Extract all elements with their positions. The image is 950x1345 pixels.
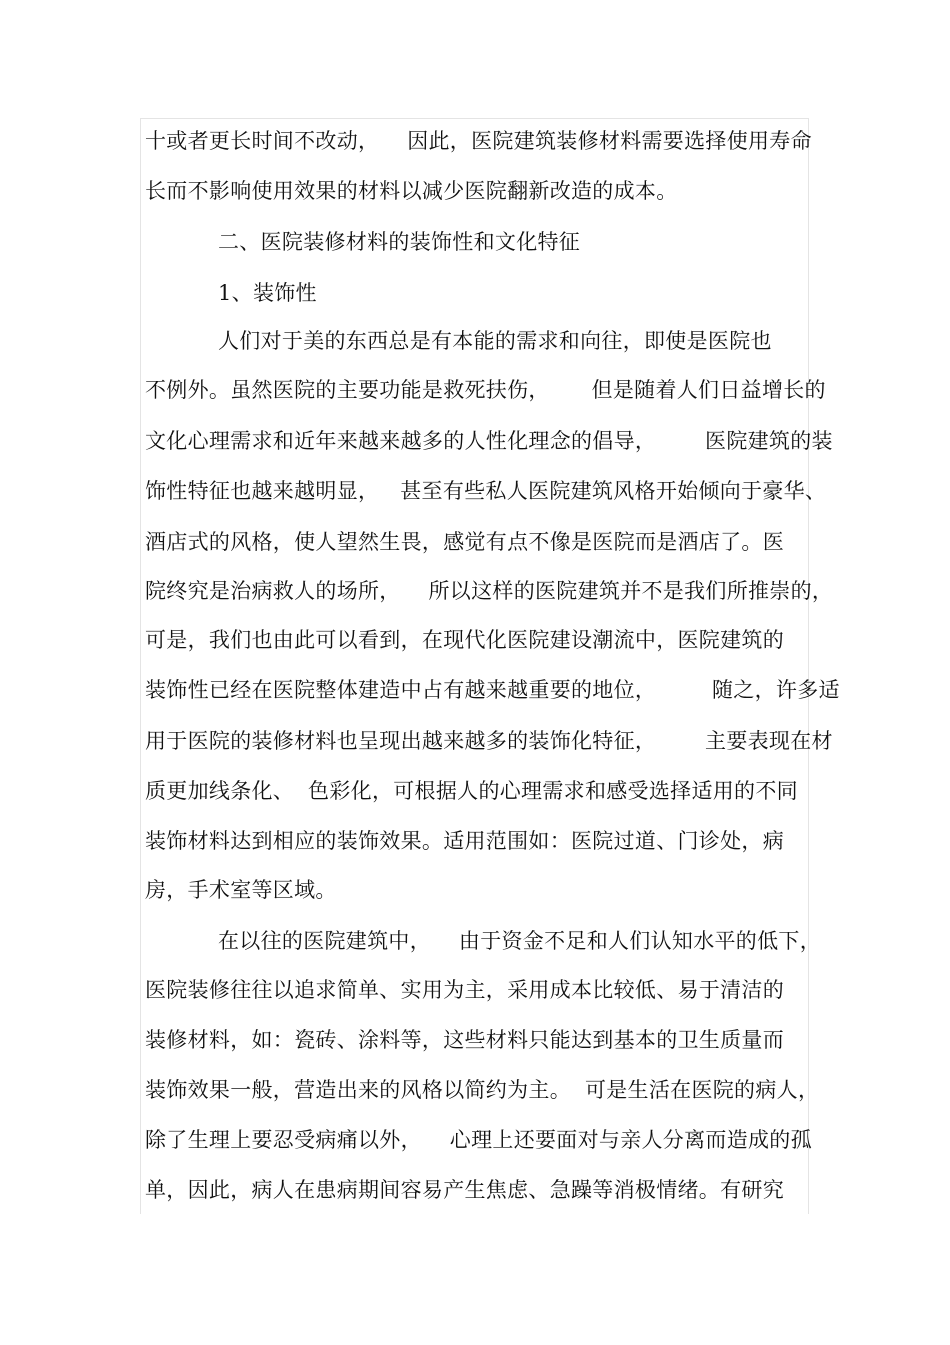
text-line: 人们对于美的东西总是有本能的需求和向往，即使是医院也: [218, 329, 772, 353]
text-line: 用于医院的装修材料也呈现出越来越多的装饰化特征， 主要表现在材: [145, 729, 833, 753]
text-line: 院终究是治病救人的场所， 所以这样的医院建筑并不是我们所推崇的，: [145, 579, 834, 603]
text-line: 医院装修往往以追求简单、实用为主，采用成本比较低、易于清洁的: [145, 978, 784, 1002]
text-line: 装饰性已经在医院整体建造中占有越来越重要的地位， 随之，许多适: [145, 678, 840, 702]
text-line: 可是，我们也由此可以看到，在现代化医院建设潮流中，医院建筑的: [145, 628, 784, 652]
text-line: 除了生理上要忍受病痛以外， 心理上还要面对与亲人分离而造成的孤: [145, 1128, 812, 1152]
text-line: 文化心理需求和近年来越来越多的人性化理念的倡导， 医院建筑的装: [145, 429, 833, 453]
text-line: 装饰效果一般，营造出来的风格以简约为主。 可是生活在医院的病人，: [145, 1078, 820, 1102]
text-line: 质更加线条化、 色彩化，可根据人的心理需求和感受选择适用的不同: [145, 779, 798, 803]
text-line: 长而不影响使用效果的材料以减少医院翻新改造的成本。: [145, 179, 678, 203]
text-line: 在以往的医院建筑中， 由于资金不足和人们认知水平的低下，: [218, 929, 821, 953]
text-line: 酒店式的风格，使人望然生畏，感觉有点不像是医院而是酒店了。医: [145, 530, 784, 554]
text-line: 装饰材料达到相应的装饰效果。适用范围如：医院过道、门诊处，病: [145, 829, 784, 853]
text-line: 房，手术室等区域。: [145, 878, 337, 902]
text-line: 十或者更长时间不改动， 因此，医院建筑装修材料需要选择使用寿命: [145, 129, 812, 153]
subsection-heading: 1、装饰性: [218, 281, 317, 305]
text-line: 单，因此，病人在患病期间容易产生焦虑、急躁等消极情绪。有研究: [145, 1178, 784, 1202]
text-line: 不例外。虽然医院的主要功能是救死扶伤， 但是随着人们日益增长的: [145, 378, 826, 402]
section-heading: 二、医院装修材料的装饰性和文化特征: [218, 230, 581, 254]
text-line: 装修材料，如：瓷砖、涂料等，这些材料只能达到基本的卫生质量而: [145, 1028, 784, 1052]
text-line: 饰性特征也越来越明显， 甚至有些私人医院建筑风格开始倾向于豪华、: [145, 479, 827, 503]
